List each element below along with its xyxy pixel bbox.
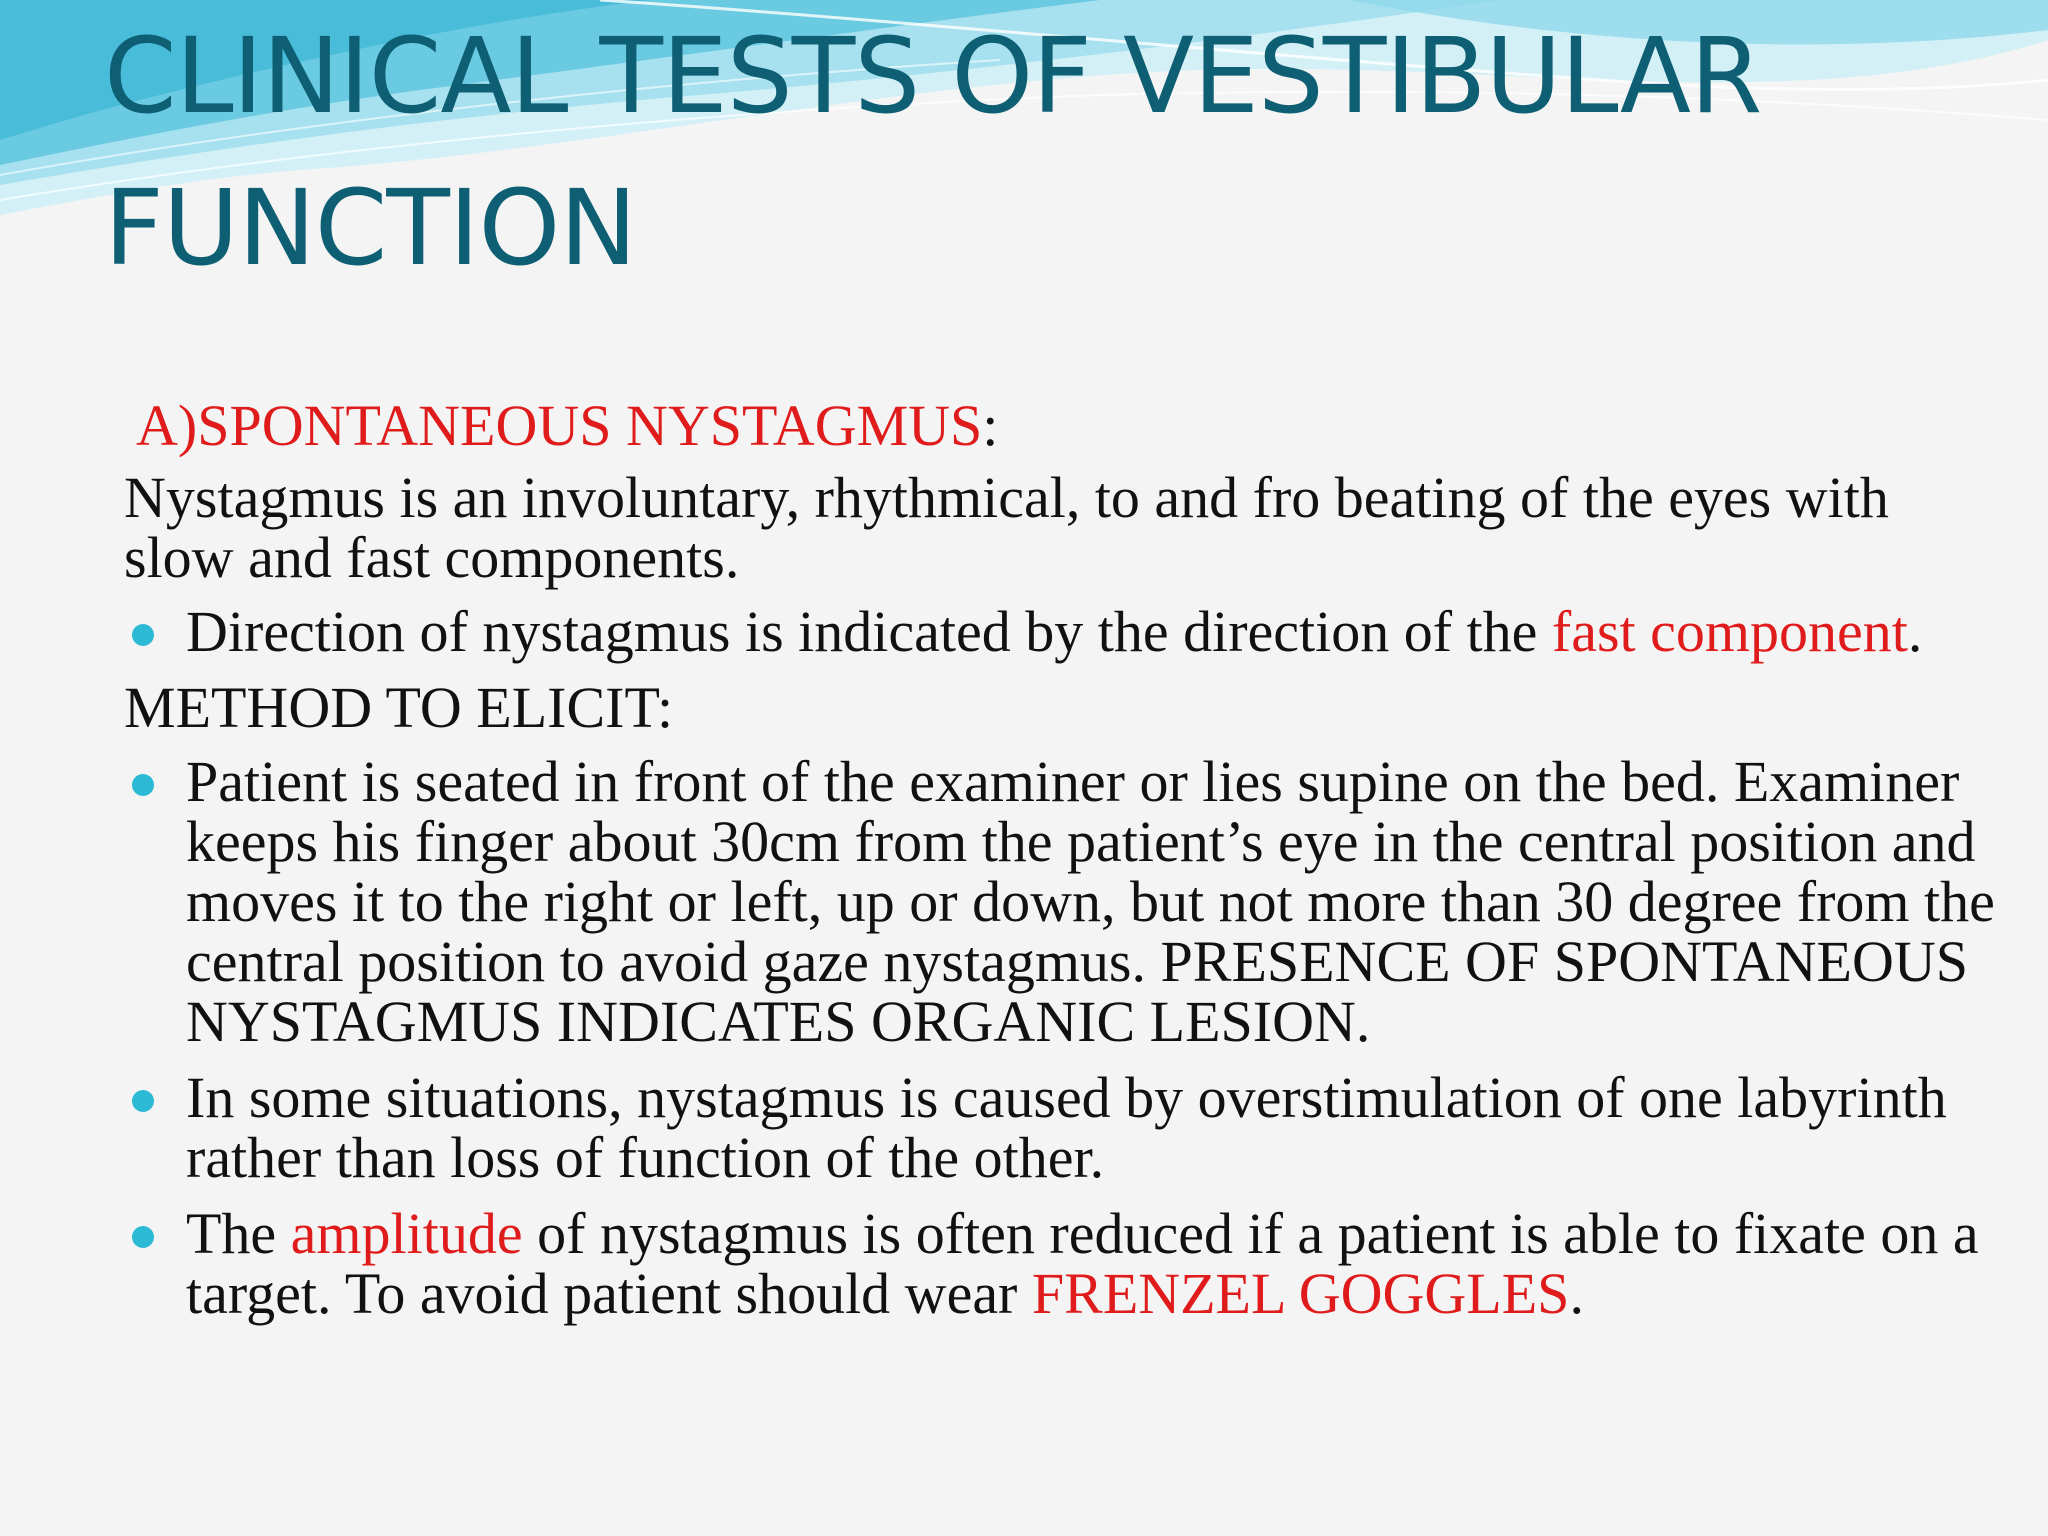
bullet1-text-pre: Direction of nystagmus is indicated by the direction of the <box>186 599 1552 664</box>
section-heading-colon: : <box>982 393 999 458</box>
bullet-dot-icon <box>132 774 154 796</box>
bullet-item-overstimulation <box>124 1065 2004 1190</box>
slide-title: CLINICAL TESTS OF VESTIBULAR FUNCTION <box>104 15 1762 289</box>
bullet4-text-mid: of nystagmus is often reduced if a patient is able to fixate on a target. To avoid patient should wear <box>186 1201 1979 1326</box>
bullet4-highlight-amplitude: amplitude <box>290 1201 523 1266</box>
definition-text: Nystagmus is an involuntary, rhythmical, to and fro beating of the eyes with slow and fast components. <box>124 465 1889 590</box>
bullet-item-direction <box>124 599 2004 664</box>
bullet-dot-icon <box>132 1090 154 1112</box>
bullet1-text-post: . <box>1907 599 1923 664</box>
bullet-dot-icon <box>132 624 154 646</box>
slide-body <box>124 393 2004 1340</box>
bullet-item-amplitude <box>124 1201 2004 1326</box>
bullet-dot-icon <box>132 1226 154 1248</box>
bullet-item-method <box>124 749 2004 1054</box>
bullet3-text: In some situations, nystagmus is caused by overstimulation of one labyrinth rather than loss of function of the other. <box>186 1065 1947 1190</box>
bullet4-text-post: . <box>1569 1261 1584 1326</box>
bullet1-highlight: fast component <box>1551 599 1908 664</box>
bullet4-highlight-goggles: FRENZEL GOGGLES <box>1031 1261 1570 1326</box>
method-heading: METHOD TO ELICIT: <box>124 675 674 740</box>
bullet4-text-pre: The <box>186 1201 291 1266</box>
bullet2-text: Patient is seated in front of the examiner or lies supine on the bed. Examiner keeps his finger about 30cm from the patient’s eye in the central position and moves it to the right or left, up or down, but not more than 30 degree from the central position to avoid gaze nystagmus. PRESENCE OF SPONTANEOUS NYSTAGMUS INDICATES ORGANIC LESION. <box>186 749 1995 1054</box>
section-heading-label: A)SPONTANEOUS NYSTAGMUS <box>136 393 983 458</box>
section-heading <box>136 393 2004 458</box>
